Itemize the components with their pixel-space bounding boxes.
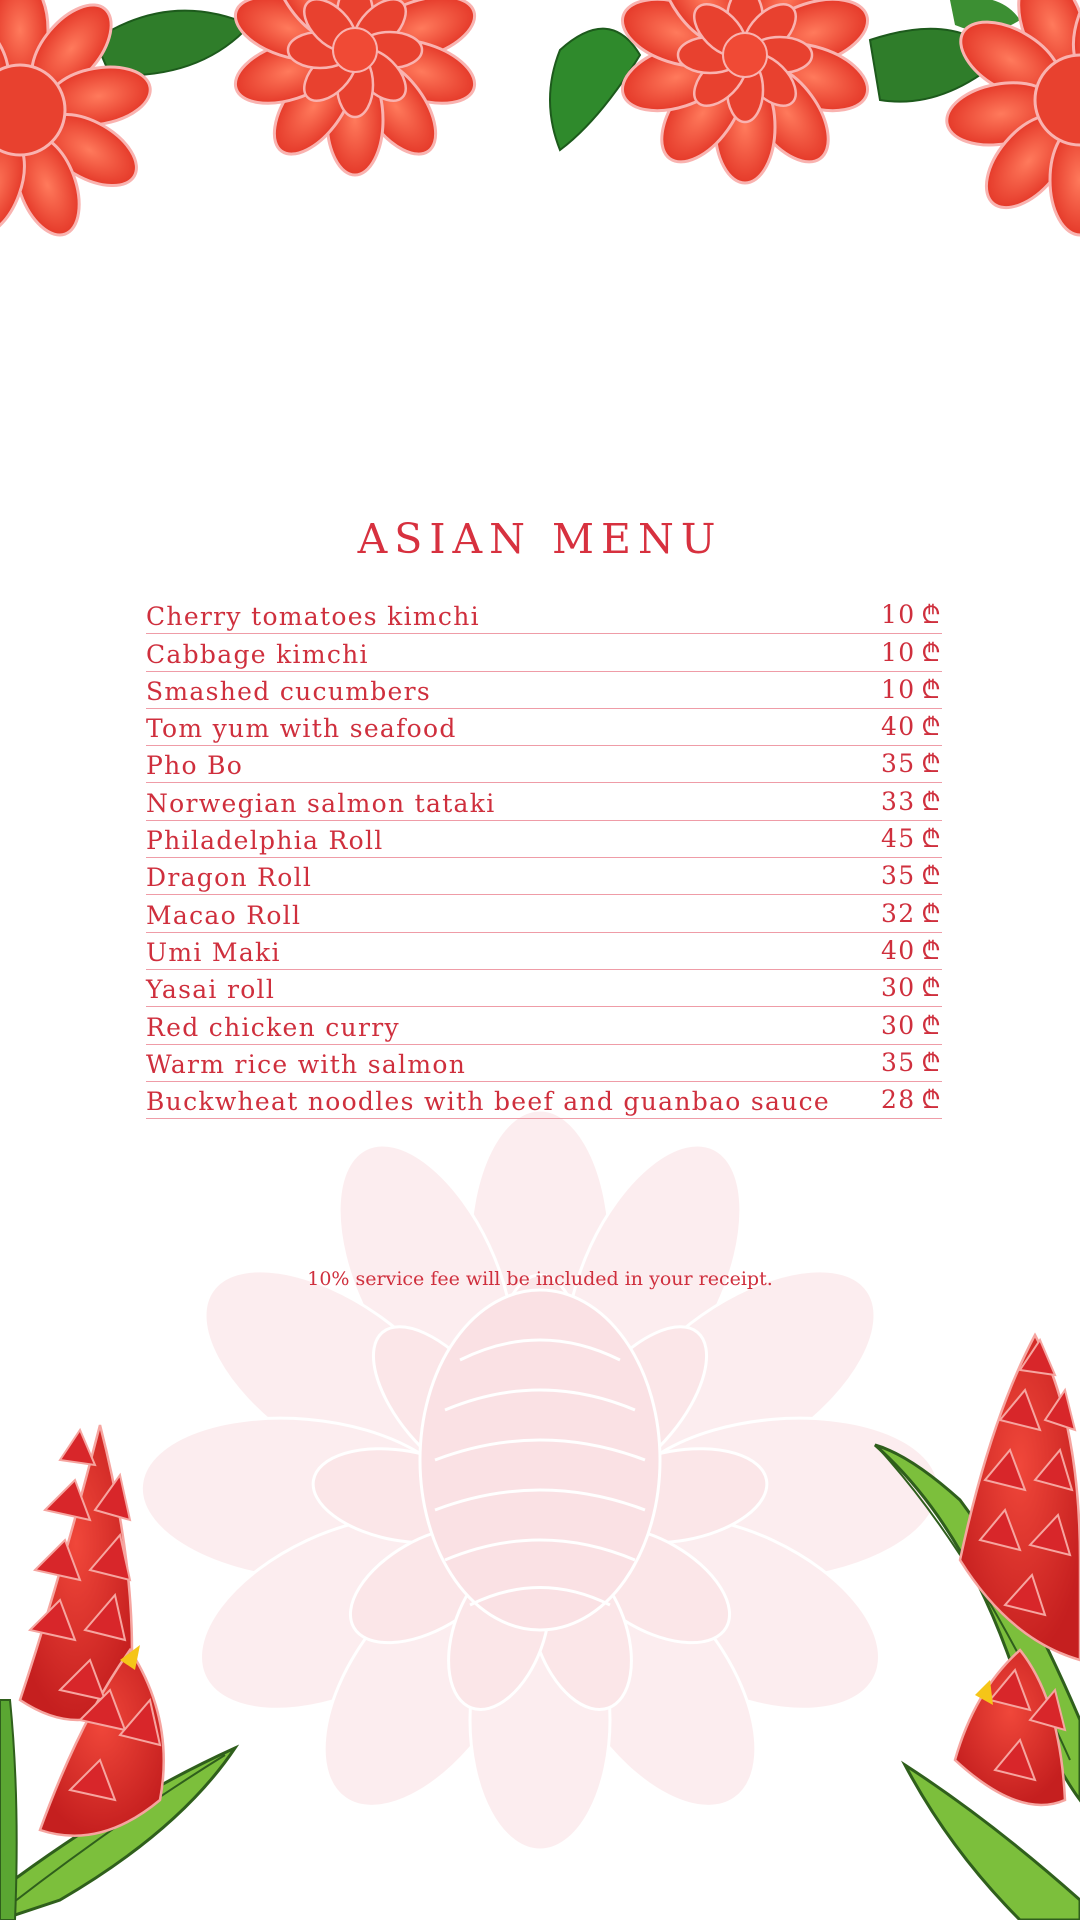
lari-currency-icon: ₾ [921, 637, 942, 667]
list-item [146, 672, 942, 709]
list-item [146, 821, 942, 858]
lari-currency-icon: ₾ [921, 786, 942, 816]
item-price: 10 ₾ [881, 672, 942, 706]
item-name: Cabbage kimchi [146, 639, 369, 669]
lari-currency-icon: ₾ [921, 674, 942, 704]
item-name: Smashed cucumbers [146, 676, 432, 706]
item-name: Umi Maki [146, 937, 281, 967]
lari-currency-icon: ₾ [921, 600, 942, 630]
item-name: Cherry tomatoes kimchi [146, 602, 480, 632]
menu-list [146, 597, 942, 1119]
lari-currency-icon: ₾ [921, 824, 942, 854]
item-name: Yasai roll [146, 975, 276, 1005]
item-price: 45 ₾ [881, 821, 942, 855]
item-name: Buckwheat noodles with beef and guanbao sauce [146, 1087, 830, 1117]
item-name: Norwegian salmon tataki [146, 788, 496, 818]
list-item [146, 1045, 942, 1082]
item-price: 32 ₾ [881, 896, 942, 930]
list-item [146, 1082, 942, 1119]
item-price: 33 ₾ [881, 784, 942, 818]
item-price: 35 ₾ [881, 858, 942, 892]
lari-currency-icon: ₾ [921, 749, 942, 779]
service-fee-note: 10% service fee will be included in your receipt. [307, 1268, 773, 1290]
item-name: Tom yum with seafood [146, 714, 457, 744]
list-item [146, 783, 942, 820]
lari-currency-icon: ₾ [921, 712, 942, 742]
item-name: Red chicken curry [146, 1012, 400, 1042]
item-price: 35 ₾ [881, 746, 942, 780]
list-item [146, 895, 942, 932]
top-flowers-icon [0, 0, 1080, 244]
list-item [146, 746, 942, 783]
item-price: 10 ₾ [881, 635, 942, 669]
list-item [146, 1007, 942, 1044]
lari-currency-icon: ₾ [921, 1010, 942, 1040]
list-item [146, 858, 942, 895]
menu-title: ASIAN MENU [357, 515, 723, 563]
item-price: 28 ₾ [881, 1082, 942, 1116]
item-name: Dragon Roll [146, 863, 313, 893]
item-price: 35 ₾ [881, 1045, 942, 1079]
lari-currency-icon: ₾ [921, 861, 942, 891]
item-name: Macao Roll [146, 900, 302, 930]
lari-currency-icon: ₾ [921, 973, 942, 1003]
lari-currency-icon: ₾ [921, 1047, 942, 1077]
item-price: 30 ₾ [881, 970, 942, 1004]
item-price: 30 ₾ [881, 1008, 942, 1042]
lari-currency-icon: ₾ [921, 1085, 942, 1115]
list-item [146, 709, 942, 746]
item-price: 40 ₾ [881, 933, 942, 967]
lari-currency-icon: ₾ [921, 935, 942, 965]
item-name: Warm rice with salmon [146, 1049, 467, 1079]
list-item [146, 597, 942, 634]
lari-currency-icon: ₾ [921, 898, 942, 928]
item-name: Philadelphia Roll [146, 826, 384, 856]
item-price: 40 ₾ [881, 709, 942, 743]
watermark-flower-icon [135, 1110, 946, 1850]
bottom-right-ginger-flower-icon [875, 1335, 1080, 1920]
list-item [146, 970, 942, 1007]
list-item [146, 634, 942, 671]
item-price: 10 ₾ [881, 597, 942, 631]
list-item [146, 933, 942, 970]
item-name: Pho Bo [146, 751, 244, 781]
